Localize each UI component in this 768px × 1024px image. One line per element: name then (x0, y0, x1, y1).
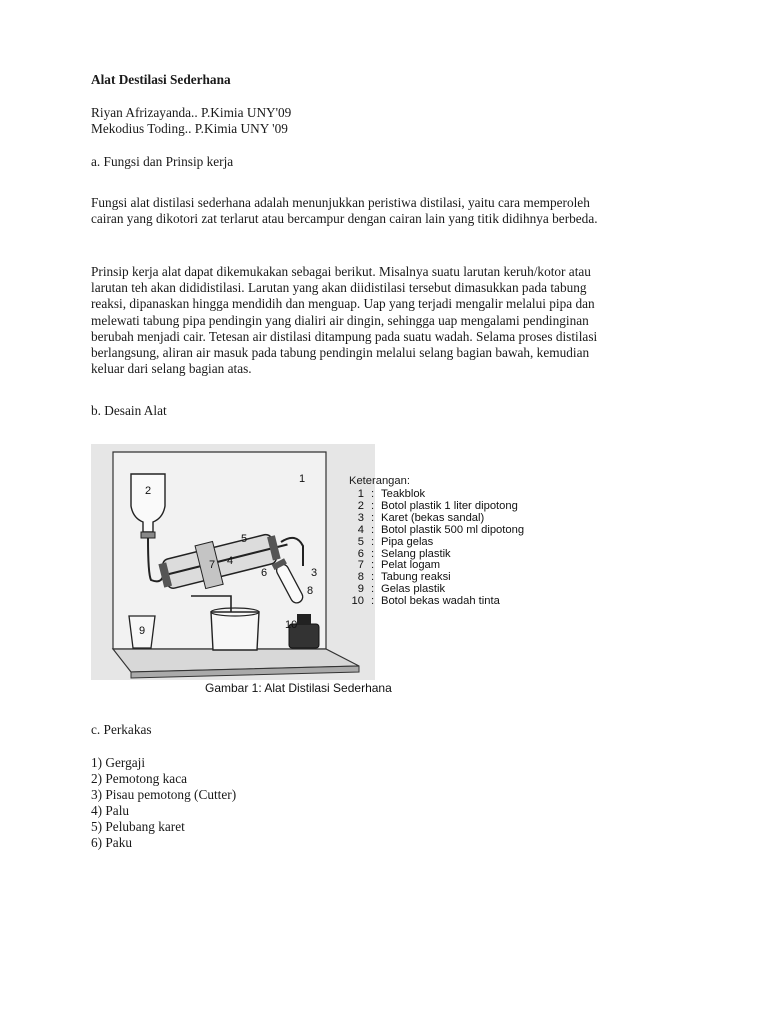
legend-title: Keterangan: (349, 475, 410, 487)
section-a-heading: a. Fungsi dan Prinsip kerja (91, 154, 234, 169)
tool-list-item: 4) Palu (91, 803, 130, 818)
bottle-cap (141, 532, 155, 538)
author-line-1: Riyan Afrizayanda.. P.Kimia UNY'09 (91, 105, 292, 120)
tool-list-item: 3) Pisau pemotong (Cutter) (91, 787, 237, 802)
fungsi-paragraph (91, 195, 691, 227)
legend-item: 7 : Pelat logam (357, 559, 441, 572)
legend-item: 6 : Selang plastik (357, 547, 451, 560)
label-6: 6 (261, 567, 268, 579)
legend-item: 5 : Pipa gelas (357, 535, 434, 548)
apparatus-illustration (91, 444, 381, 682)
legend-item: 1 : Teakblok (357, 488, 426, 500)
author-line-2: Mekodius Toding.. P.Kimia UNY '09 (91, 121, 288, 136)
paragraph-line: Fungsi alat distilasi sederhana adalah menunjukkan peristiwa distilasi, yaitu cara memperoleh (91, 195, 590, 210)
paragraph-line: berubah menjadi cair. Tetesan air distilasi ditampung pada suatu wadah. Selama proses distilasi (91, 328, 598, 344)
paragraph-line: berlangsung, aliran air masuk pada tabung pendingin melalui selang bagian bawah, kemudian (91, 345, 590, 361)
paragraph-line: reaksi, dipanaskan hingga mendidih dan menguap. Uap yang terjadi mengalir melalui pipa dan (91, 296, 595, 312)
collecting-jar (211, 612, 259, 650)
label-10: 10 (285, 619, 298, 631)
legend-item: 2 : Botol plastik 1 liter dipotong (357, 499, 518, 512)
legend-item: 4 : Botol plastik 500 ml dipotong (357, 523, 525, 536)
label-9: 9 (139, 625, 146, 637)
section-b-heading: b. Desain Alat (91, 403, 167, 418)
label-7: 7 (209, 559, 216, 571)
tool-list-item: 6) Paku (91, 835, 132, 850)
paragraph-line: melewati tabung pipa pendingin yang dialiri air dingin, sehingga uap mengalami pendinginan (91, 312, 589, 328)
section-c-heading: c. Perkakas (91, 722, 152, 737)
label-4: 4 (227, 555, 234, 567)
label-2: 2 (145, 485, 152, 497)
label-3: 3 (311, 567, 318, 579)
paragraph-line: cairan yang dikotori zat terlarut atau bercampur dengan cairan lain yang titik didihnya berbeda. (91, 211, 598, 227)
label-5: 5 (241, 533, 248, 545)
paragraph-line: keluar dari selang bagian atas. (91, 361, 252, 377)
label-8: 8 (307, 585, 314, 597)
figure-legend (349, 489, 524, 608)
ink-bottle-neck (297, 614, 311, 624)
paragraph-line: larutan teh akan dididistilasi. Larutan yang akan diidistilasi tersebut dimasukkan pada tabung (91, 280, 587, 296)
figure-caption: Gambar 1: Alat Distilasi Sederhana (205, 681, 392, 695)
legend-item: 9 : Gelas plastik (357, 583, 446, 596)
document-title: Alat Destilasi Sederhana (91, 72, 231, 87)
prinsip-paragraph (91, 264, 691, 377)
tool-list-item: 5) Pelubang karet (91, 819, 185, 834)
tool-list-item: 1) Gergaji (91, 755, 146, 770)
tool-list-item: 2) Pemotong kaca (91, 771, 188, 786)
legend-item: 10 : Botol bekas wadah tinta (351, 595, 500, 608)
legend-item: 8 : Tabung reaksi (357, 571, 451, 584)
label-1: 1 (299, 473, 306, 485)
legend-item: 3 : Karet (bekas sandal) (357, 511, 485, 524)
paragraph-line: Prinsip kerja alat dapat dikemukakan sebagai berikut. Misalnya suatu larutan keruh/kotor atau (91, 264, 591, 279)
